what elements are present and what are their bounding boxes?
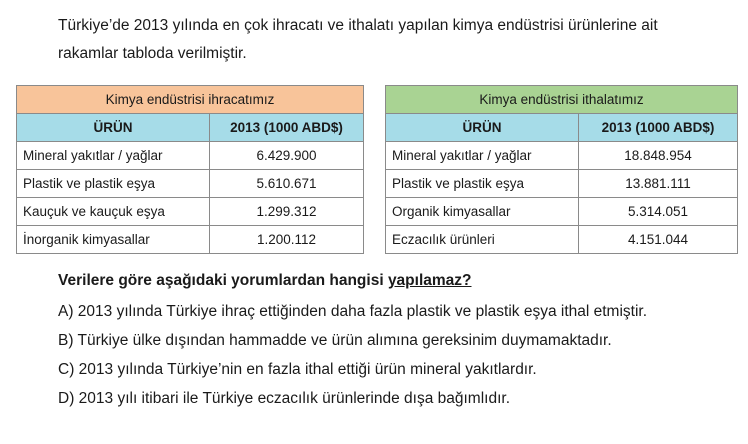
table-row: [386, 226, 738, 254]
export-table: [16, 85, 364, 254]
export-product: Mineral yakıtlar / yağlar: [17, 142, 210, 170]
import-col-product: ÜRÜN: [386, 114, 579, 142]
export-product: Kauçuk ve kauçuk eşya: [17, 198, 210, 226]
table-row: [386, 170, 738, 198]
table-row: [386, 198, 738, 226]
export-product: Plastik ve plastik eşya: [17, 170, 210, 198]
option-c[interactable]: C) 2013 yılında Türkiye’nin en fazla ithal ettiği ürün mineral yakıtlardır.: [58, 361, 537, 378]
table-row: [386, 142, 738, 170]
export-product: İnorganik kimyasallar: [17, 226, 210, 254]
export-table-caption: Kimya endüstrisi ihracatımız: [17, 86, 364, 114]
import-table: [385, 85, 738, 254]
import-value: 18.848.954: [579, 142, 738, 170]
table-row: [17, 226, 364, 254]
intro-text: [58, 12, 738, 68]
table-row: [17, 198, 364, 226]
option-a[interactable]: A) 2013 yılında Türkiye ihraç ettiğinden daha fazla plastik ve plastik eşya ithal etmiştir.: [58, 303, 648, 320]
import-product: Organik kimyasallar: [386, 198, 579, 226]
export-value: 6.429.900: [210, 142, 364, 170]
intro-line-1: Türkiye’de 2013 yılında en çok ihracatı ve ithalatı yapılan kimya endüstrisi ürünlerine ait: [58, 17, 658, 34]
import-value: 5.314.051: [579, 198, 738, 226]
intro-line-2: rakamlar tabloda verilmiştir.: [58, 45, 247, 62]
import-col-value: 2013 (1000 ABD$): [579, 114, 738, 142]
answer-options: [58, 302, 647, 418]
import-table-caption: Kimya endüstrisi ithalatımız: [386, 86, 738, 114]
question: [58, 272, 472, 290]
question-emphasis: yapılamaz?: [387, 272, 472, 289]
export-value: 1.200.112: [210, 226, 364, 254]
import-product: Eczacılık ürünleri: [386, 226, 579, 254]
table-row: [17, 142, 364, 170]
option-b[interactable]: B) Türkiye ülke dışından hammadde ve ürün alımına gereksinim duymamaktadır.: [58, 332, 612, 349]
export-value: 5.610.671: [210, 170, 364, 198]
import-value: 13.881.111: [579, 170, 738, 198]
table-row: [17, 170, 364, 198]
export-col-value: 2013 (1000 ABD$): [210, 114, 364, 142]
option-d[interactable]: D) 2013 yılı itibari ile Türkiye eczacılık ürünlerinde dışa bağımlıdır.: [58, 390, 510, 407]
question-text: Verilere göre aşağıdaki yorumlardan hangisi: [58, 272, 388, 289]
import-product: Plastik ve plastik eşya: [386, 170, 579, 198]
export-col-product: ÜRÜN: [17, 114, 210, 142]
import-product: Mineral yakıtlar / yağlar: [386, 142, 579, 170]
import-value: 4.151.044: [579, 226, 738, 254]
export-value: 1.299.312: [210, 198, 364, 226]
